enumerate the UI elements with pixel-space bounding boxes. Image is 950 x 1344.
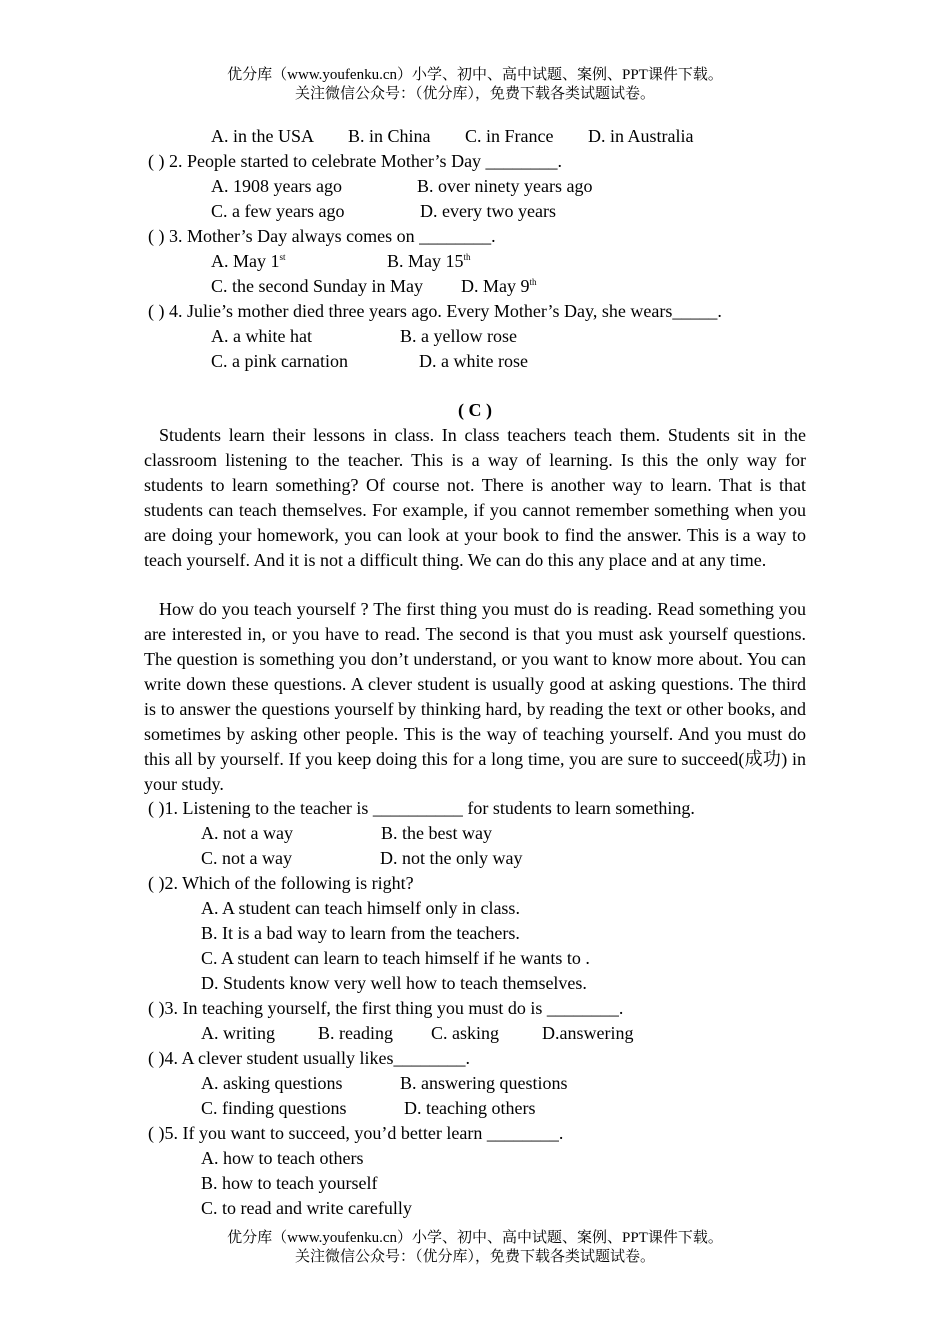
c-q5-option-b: B. how to teach yourself bbox=[201, 1173, 378, 1193]
c-q4-option-b: B. answering questions bbox=[400, 1073, 568, 1093]
b-q2-option-b: B. over ninety years ago bbox=[417, 176, 593, 196]
b-q3-option-a: A. May 1st bbox=[211, 251, 286, 271]
c-q2-option-a: A. A student can teach himself only in class. bbox=[201, 898, 520, 918]
c-q2-option-d: D. Students know very well how to teach themselves. bbox=[201, 973, 587, 993]
c-q3-option-c: C. asking bbox=[431, 1023, 500, 1043]
b-q4-option-c: C. a pink carnation bbox=[211, 351, 348, 371]
b-q1-option-d: D. in Australia bbox=[588, 126, 694, 146]
b-q3-option-c: C. the second Sunday in May bbox=[211, 276, 423, 296]
b-q4-option-a: A. a white hat bbox=[211, 326, 312, 346]
c-q2-option-b: B. It is a bad way to learn from the teachers. bbox=[201, 923, 520, 943]
b-q3-option-d: D. May 9th bbox=[461, 276, 537, 296]
c-q5-option-c: C. to read and write carefully bbox=[201, 1198, 412, 1218]
b-q4-stem: ( ) 4. Julie’s mother died three years ago. Every Mother’s Day, she wears_____. bbox=[148, 301, 722, 321]
b-q4-option-d: D. a white rose bbox=[419, 351, 528, 371]
b-q3-option-b: B. May 15th bbox=[387, 251, 471, 271]
c-q1-option-b: B. the best way bbox=[381, 823, 492, 843]
b-q2-option-d: D. every two years bbox=[420, 201, 556, 221]
passage-paragraph-1: Students learn their lessons in class. In class teachers teach them. Students sit in the classroom listening to the teacher. This is a way of learning. Is this the only way for students to learn something? Of course not. There is another way to learn. That is that students can teach themselves. For example, if you cannot remember something when you are doing your homework, you can look at your book to find the answer. This is a way to teach yourself. And it is not a difficult thing. We can do this any place and at any time. bbox=[144, 425, 806, 570]
c-q4-option-d: D. teaching others bbox=[404, 1098, 536, 1118]
passage-paragraph-2: How do you teach yourself ? The first thing you must do is reading. Read something you are interested in, or you have to read. The second is that you must ask yourself questions. The question is something you don’t understand, or you want to know more about. You can write down these questions. A clever student is usually good at asking questions. The third is to answer the questions yourself by thinking hard, by reading the text or other books, and sometimes by asking other people. This is the way of teaching yourself. And you must do this all by yourself. If you keep doing this for a long time, you are sure to succeed(成功) in your study. bbox=[144, 599, 806, 794]
c-q2-stem: ( )2. Which of the following is right? bbox=[148, 873, 414, 893]
page-footer-line-1: 优分库（www.youfenku.cn）小学、初中、高中试题、案例、PPT课件下载。 bbox=[227, 1230, 723, 1246]
b-q1-option-b: B. in China bbox=[348, 126, 431, 146]
c-q1-option-d: D. not the only way bbox=[380, 848, 523, 868]
c-q3-option-d: D.answering bbox=[542, 1023, 634, 1043]
b-q3-stem: ( ) 3. Mother’s Day always comes on ________. bbox=[148, 226, 496, 246]
page-footer-line-2: 关注微信公众号：（优分库），免费下载各类试题试卷。 bbox=[294, 1249, 655, 1265]
c-q4-option-a: A. asking questions bbox=[201, 1073, 343, 1093]
section-c-title: ( C ) bbox=[458, 400, 492, 420]
c-q3-option-b: B. reading bbox=[318, 1023, 393, 1043]
b-q2-stem: ( ) 2. People started to celebrate Mother’s Day ________. bbox=[148, 151, 563, 171]
b-q1-option-c: C. in France bbox=[465, 126, 554, 146]
c-q4-stem: ( )4. A clever student usually likes________. bbox=[148, 1048, 470, 1068]
c-q1-option-c: C. not a way bbox=[201, 848, 292, 868]
b-q2-option-a: A. 1908 years ago bbox=[211, 176, 342, 196]
c-q1-stem: ( )1. Listening to the teacher is __________ for students to learn something. bbox=[148, 798, 695, 818]
c-q3-option-a: A. writing bbox=[201, 1023, 275, 1043]
b-q1-option-a: A. in the USA bbox=[211, 126, 314, 146]
c-q4-option-c: C. finding questions bbox=[201, 1098, 347, 1118]
c-q2-option-c: C. A student can learn to teach himself if he wants to . bbox=[201, 948, 590, 968]
c-q5-option-a: A. how to teach others bbox=[201, 1148, 364, 1168]
b-q2-option-c: C. a few years ago bbox=[211, 201, 345, 221]
page-header-line-1: 优分库（www.youfenku.cn）小学、初中、高中试题、案例、PPT课件下载。 bbox=[227, 67, 723, 83]
page-header-line-2: 关注微信公众号：（优分库），免费下载各类试题试卷。 bbox=[294, 86, 655, 102]
b-q4-option-b: B. a yellow rose bbox=[400, 326, 517, 346]
c-q3-stem: ( )3. In teaching yourself, the first thing you must do is ________. bbox=[148, 998, 624, 1018]
c-q5-stem: ( )5. If you want to succeed, you’d better learn ________. bbox=[148, 1123, 564, 1143]
c-q1-option-a: A. not a way bbox=[201, 823, 293, 843]
